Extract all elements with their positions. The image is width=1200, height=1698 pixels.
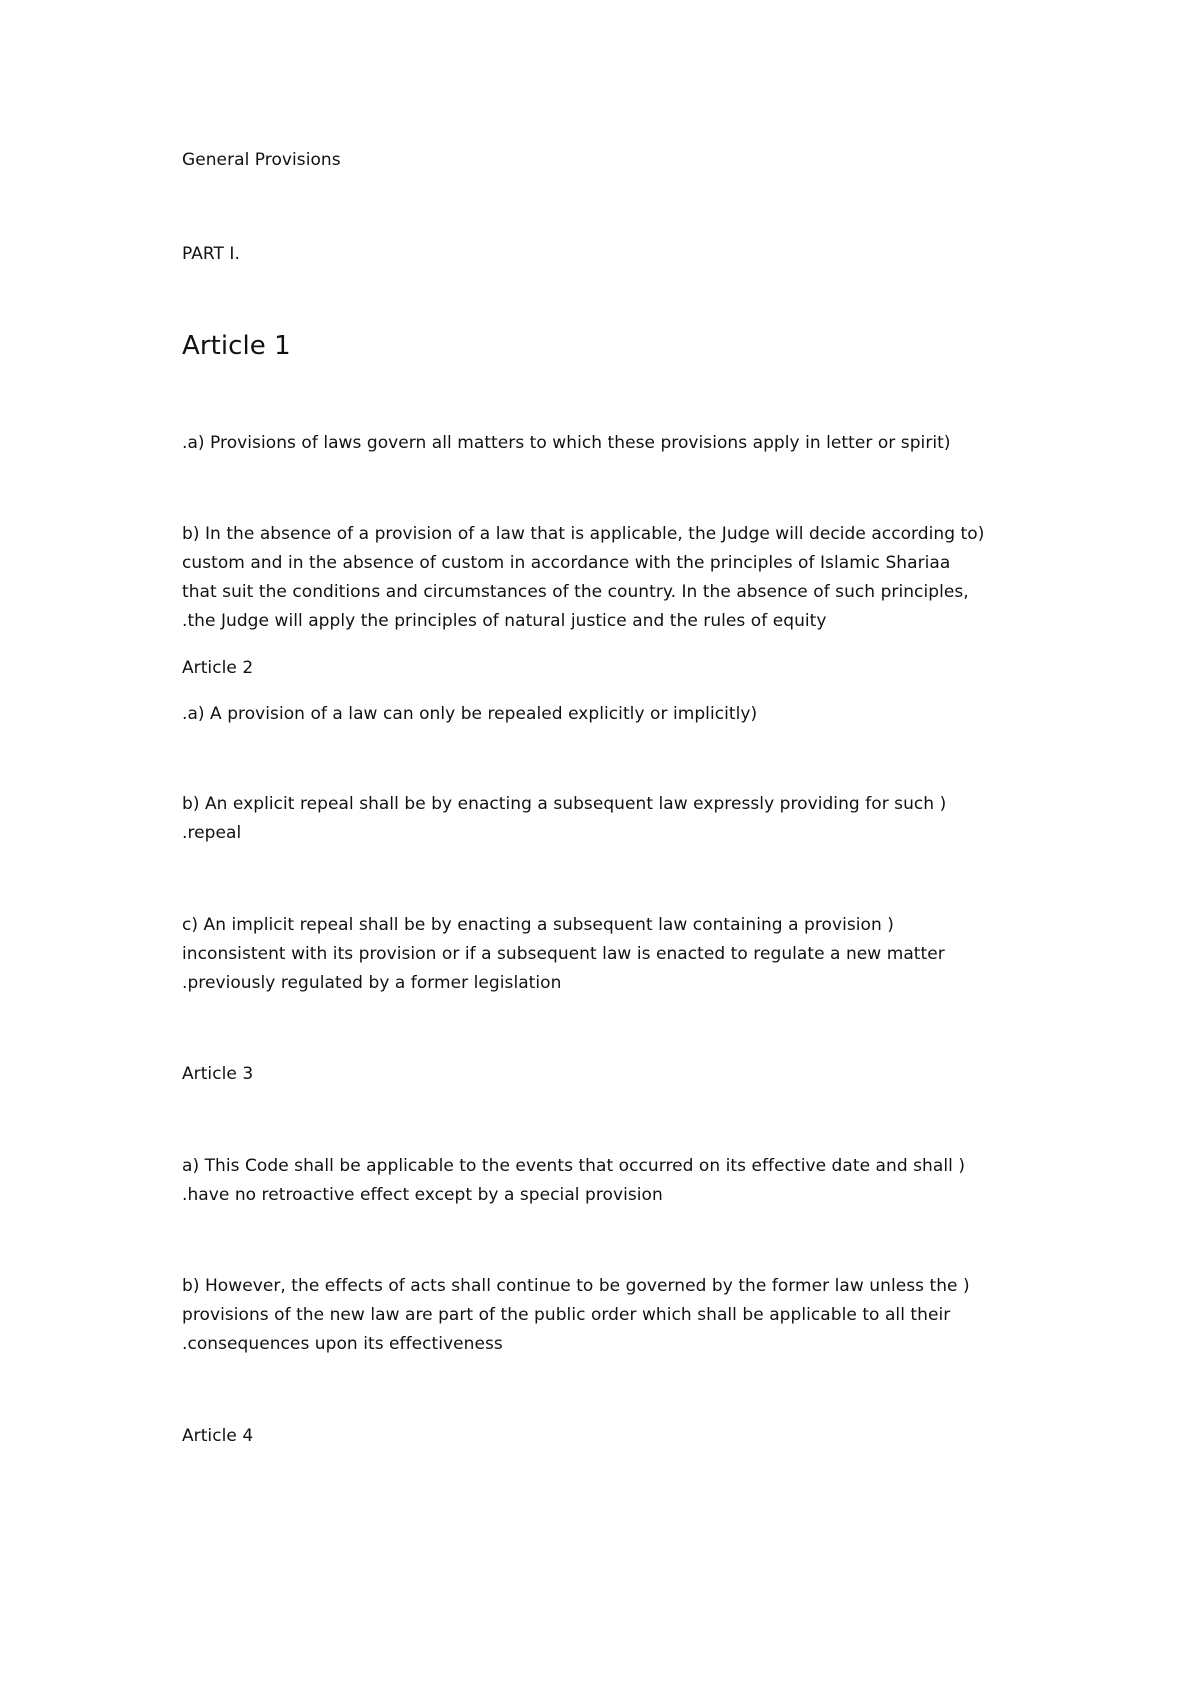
paragraph-line: inconsistent with its provision or if a subsequent law is enacted to regulate a new matter [182, 944, 945, 964]
document-heading: General Provisions [182, 150, 341, 170]
paragraph-line: .have no retroactive effect except by a special provision [182, 1185, 663, 1205]
paragraph-line: a) This Code shall be applicable to the events that occurred on its effective date and shall ) [182, 1156, 965, 1176]
paragraph-line: that suit the conditions and circumstances of the country. In the absence of such principles, [182, 582, 969, 602]
paragraph-line: b) However, the effects of acts shall continue to be governed by the former law unless the ) [182, 1276, 970, 1296]
paragraph-line: b) In the absence of a provision of a law that is applicable, the Judge will decide according to) [182, 524, 985, 544]
paragraph-line: .previously regulated by a former legislation [182, 973, 562, 993]
paragraph-line: .the Judge will apply the principles of natural justice and the rules of equity [182, 611, 827, 631]
paragraph-line: b) An explicit repeal shall be by enacting a subsequent law expressly providing for such ) [182, 794, 947, 814]
paragraph-line: provisions of the new law are part of the public order which shall be applicable to all their [182, 1305, 951, 1325]
article-1-title: Article 1 [182, 331, 291, 361]
paragraph-line: custom and in the absence of custom in accordance with the principles of Islamic Shariaa [182, 553, 951, 573]
paragraph-line: .repeal [182, 823, 242, 843]
paragraph-line: .consequences upon its effectiveness [182, 1334, 503, 1354]
article-1-paragraph-a: .a) Provisions of laws govern all matters to which these provisions apply in letter or spirit) [182, 433, 951, 453]
article-4-title: Article 4 [182, 1426, 254, 1446]
paragraph-line: c) An implicit repeal shall be by enacting a subsequent law containing a provision ) [182, 915, 894, 935]
part-label: PART I. [182, 244, 240, 264]
article-2-paragraph-a: .a) A provision of a law can only be repealed explicitly or implicitly) [182, 704, 758, 724]
article-3-title: Article 3 [182, 1064, 254, 1084]
article-2-title: Article 2 [182, 658, 254, 678]
